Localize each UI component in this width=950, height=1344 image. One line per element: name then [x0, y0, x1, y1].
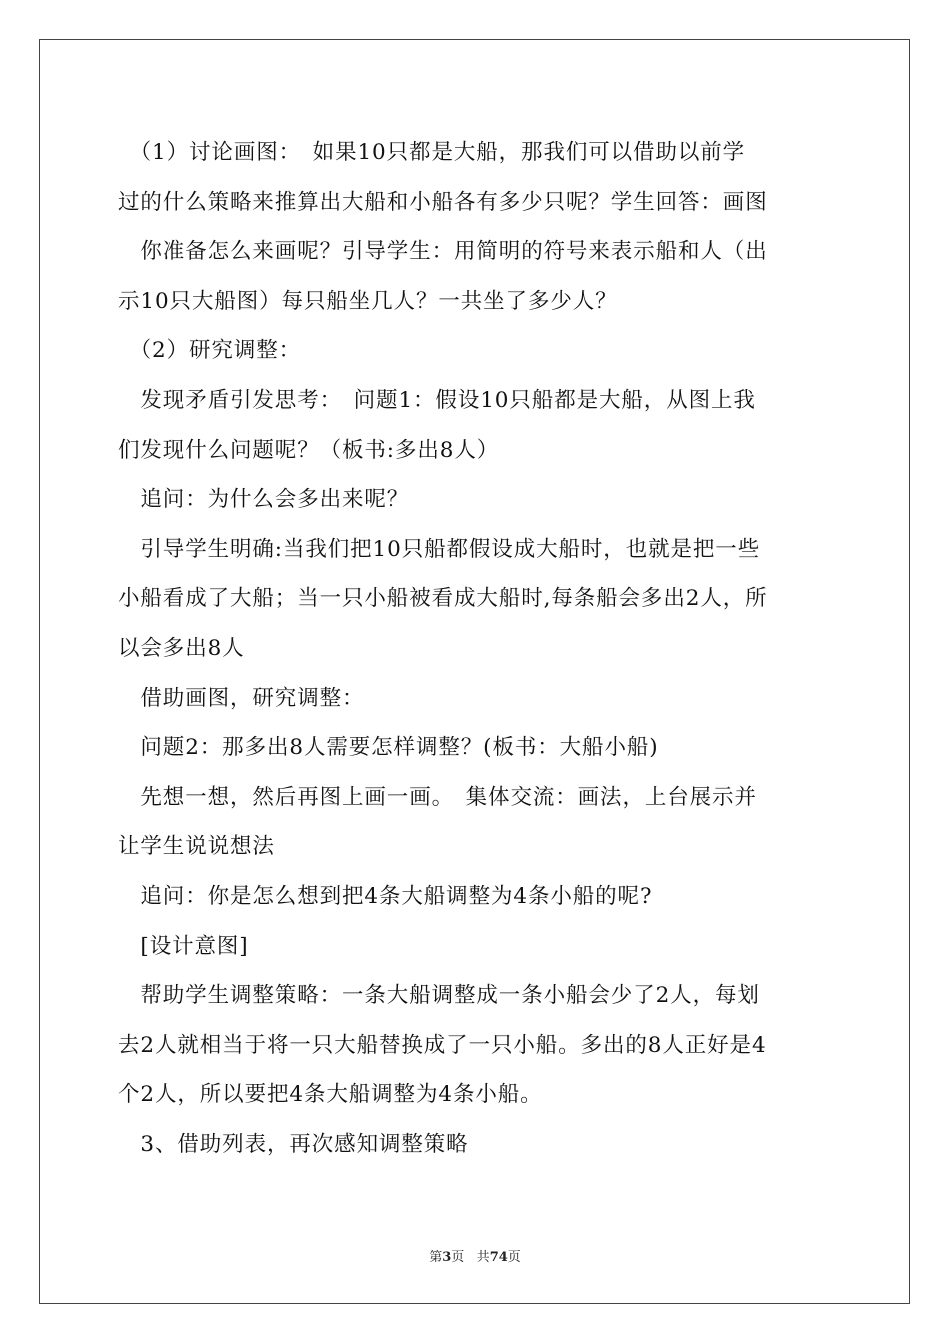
text-line: （1）讨论画图： 如果10只都是大船，那我们可以借助以前学 — [118, 140, 746, 165]
page-footer — [0, 1246, 950, 1265]
document-body — [118, 128, 834, 1169]
text-line: 个2人，所以要把4条大船调整为4条小船。 — [118, 1082, 543, 1108]
page-unit: 页 — [451, 1250, 465, 1265]
text-line: 先想一想，然后再图上画一画。 集体交流：画法，上台展示并 — [118, 784, 757, 810]
text-line: 示10只大船图）每只船坐几人？一共坐了多少人？ — [118, 288, 618, 314]
text-line: 问题2：那多出8人需要怎样调整？(板书：大船小船) — [118, 735, 659, 761]
text-line: [设计意图] — [118, 933, 249, 959]
text-line: 3、借助列表，再次感知调整策略 — [118, 1131, 469, 1157]
total-unit: 页 — [507, 1250, 521, 1265]
page-prefix: 第 — [429, 1250, 443, 1265]
text-line: 引导学生明确:当我们把10只船都假设成大船时，也就是把一些 — [118, 536, 761, 562]
text-line: 让学生说说想法 — [118, 834, 275, 860]
text-line: 追问：为什么会多出来呢？ — [118, 487, 410, 513]
text-line: 发现矛盾引发思考： 问题1：假设10只船都是大船，从图上我 — [118, 387, 756, 413]
text-line: 小船看成了大船；当一只小船被看成大船时,每条船会多出2人，所 — [118, 586, 768, 612]
text-line: 借助画图，研究调整： — [118, 685, 365, 711]
text-line: （2）研究调整： — [118, 338, 302, 364]
text-line: 追问：你是怎么想到把4条大船调整为4条小船的呢? — [118, 883, 653, 909]
page-current: 3 — [442, 1250, 452, 1265]
page-total: 74 — [489, 1250, 508, 1265]
text-line: 以会多出8人 — [118, 635, 245, 661]
total-prefix: 共 — [476, 1250, 490, 1265]
text-line: 去2人就相当于将一只大船替换成了一只小船。多出的8人正好是4 — [118, 1032, 767, 1058]
text-line: 你准备怎么来画呢？引导学生：用简明的符号来表示船和人（出 — [118, 239, 768, 265]
text-line: 过的什么策略来推算出大船和小船各有多少只呢？学生回答：画图 — [118, 189, 768, 215]
text-line: 帮助学生调整策略：一条大船调整成一条小船会少了2人，每划 — [118, 983, 760, 1009]
text-line: 们发现什么问题呢？（板书:多出8人） — [118, 437, 500, 463]
